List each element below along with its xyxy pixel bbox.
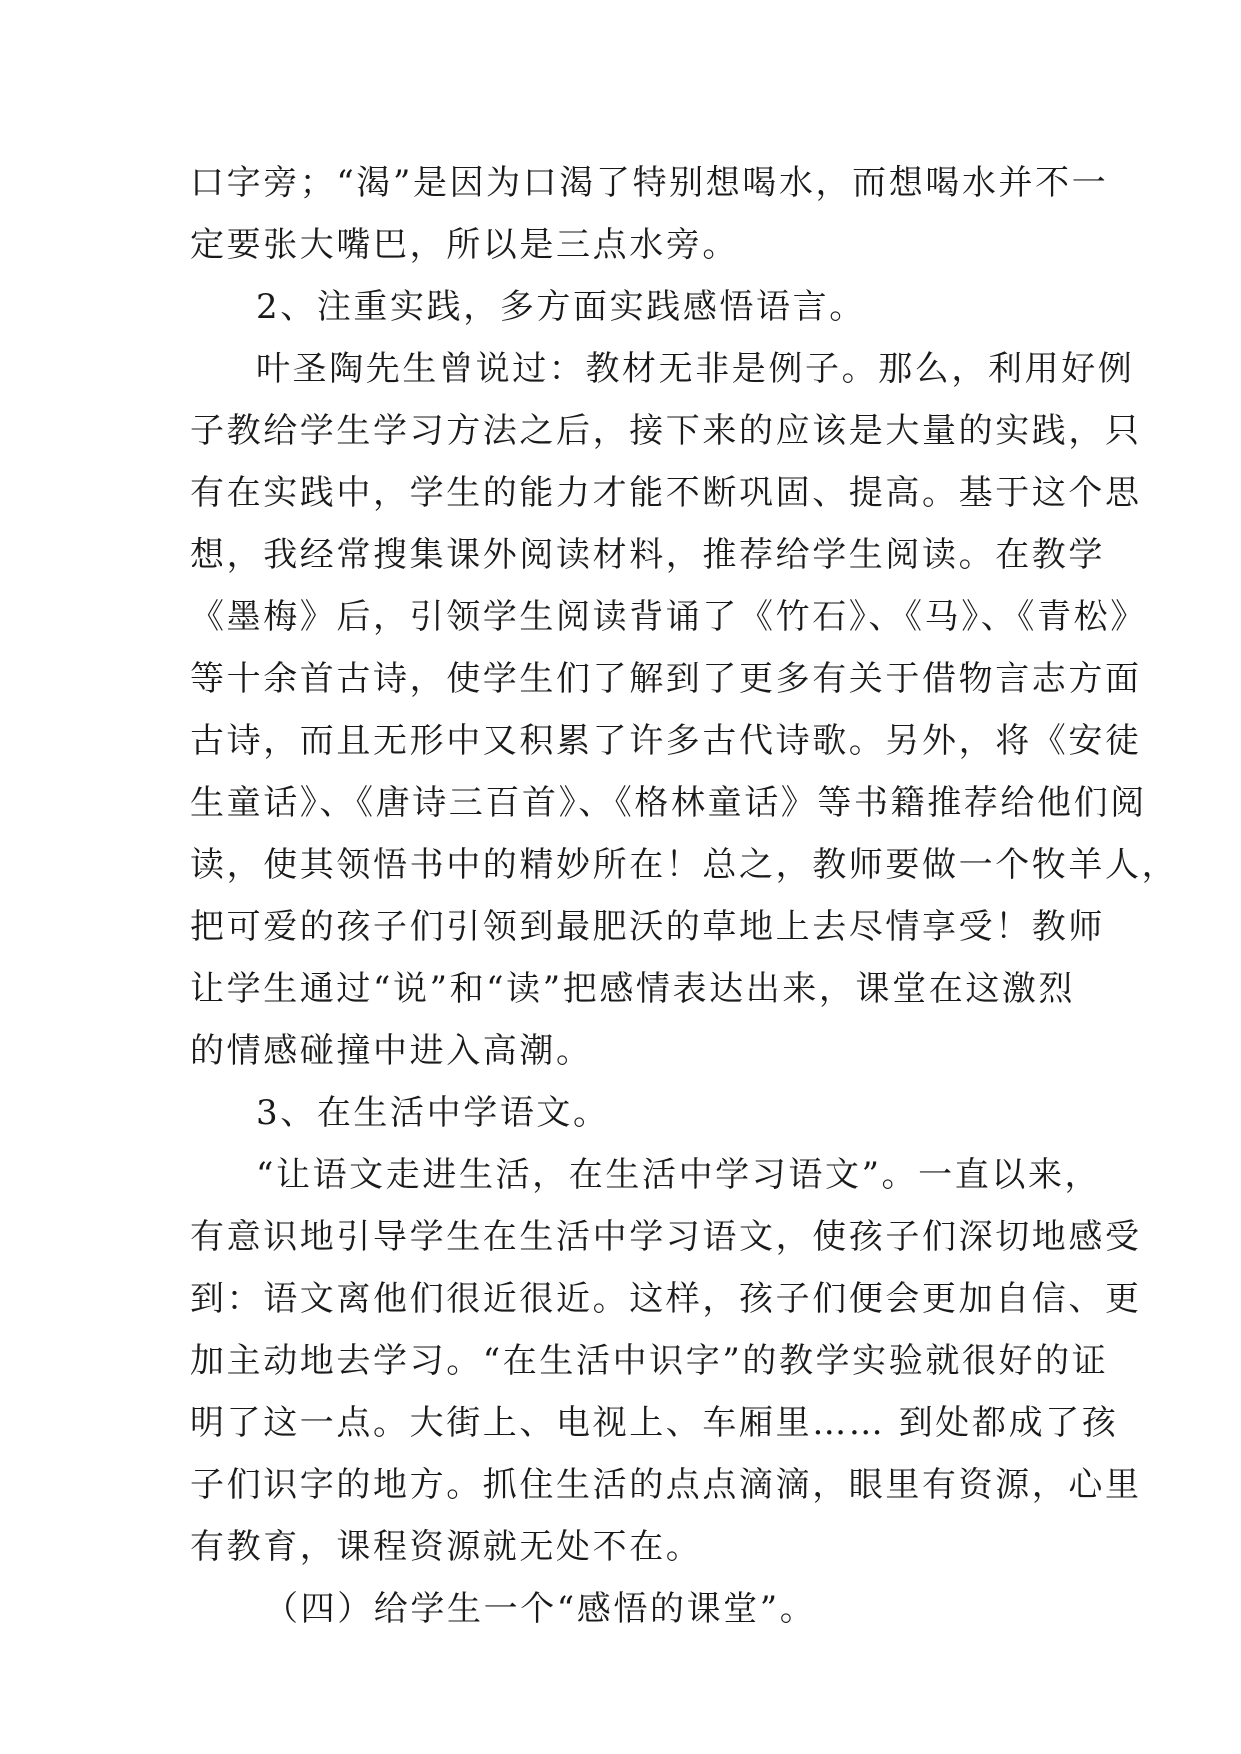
text-line: 有意识地引导学生在生活中学习语文，使孩子们深切地感受 bbox=[190, 1217, 1142, 1257]
text-line: 口字旁；“渴”是因为口渴了特别想喝水，而想喝水并不一 bbox=[190, 163, 1109, 203]
text-line: 到：语文离他们很近很近。这样，孩子们便会更加自信、更 bbox=[190, 1279, 1142, 1319]
document-body bbox=[190, 152, 1179, 1640]
text-line: 古诗，而且无形中又积累了许多古代诗歌。另外，将《安徒 bbox=[190, 721, 1142, 761]
section-heading: 2、注重实践，多方面实践感悟语言。 bbox=[256, 287, 866, 327]
text-line: 《墨梅》后，引领学生阅读背诵了《竹石》、《马》、《青松》 bbox=[190, 597, 1147, 637]
text-line: 把可爱的孩子们引领到最肥沃的草地上去尽情享受！教师 bbox=[190, 907, 1105, 947]
text-line: 的情感碰撞中进入高潮。 bbox=[190, 1031, 593, 1071]
text-line: 有教育，课程资源就无处不在。 bbox=[190, 1527, 703, 1567]
section-heading: 3、在生活中学语文。 bbox=[256, 1093, 610, 1133]
text-line: 加主动地去学习。“在生活中识字”的教学实验就很好的证 bbox=[190, 1341, 1109, 1381]
text-line: 有在实践中，学生的能力才能不断巩固、提高。基于这个思 bbox=[190, 473, 1142, 513]
text-line: 叶圣陶先生曾说过：教材无非是例子。那么，利用好例 bbox=[256, 349, 1135, 389]
text-line: 定要张大嘴巴，所以是三点水旁。 bbox=[190, 225, 739, 265]
text-line: 明了这一点。大街上、电视上、车厢里…… 到处都成了孩 bbox=[190, 1403, 1119, 1443]
text-line: 生童话》、《唐诗三百首》、《格林童话》等书籍推荐给他们阅 bbox=[190, 783, 1147, 823]
text-line: 等十余首古诗，使学生们了解到了更多有关于借物言志方面 bbox=[190, 659, 1142, 699]
text-line: 让学生通过“说”和“读”把感情表达出来，课堂在这激烈 bbox=[190, 969, 1076, 1009]
text-line: 子教给学生学习方法之后，接下来的应该是大量的实践，只 bbox=[190, 411, 1142, 451]
text-line: 子们识字的地方。抓住生活的点点滴滴，眼里有资源，心里 bbox=[190, 1465, 1142, 1505]
text-line: 读，使其领悟书中的精妙所在！总之，教师要做一个牧羊人， bbox=[190, 845, 1179, 885]
section-heading: （四）给学生一个“感悟的课堂”。 bbox=[264, 1589, 817, 1629]
text-line: 想，我经常搜集课外阅读材料，推荐给学生阅读。在教学 bbox=[190, 535, 1105, 575]
text-line: “让语文走进生活，在生活中学习语文”。一直以来， bbox=[256, 1155, 1102, 1195]
